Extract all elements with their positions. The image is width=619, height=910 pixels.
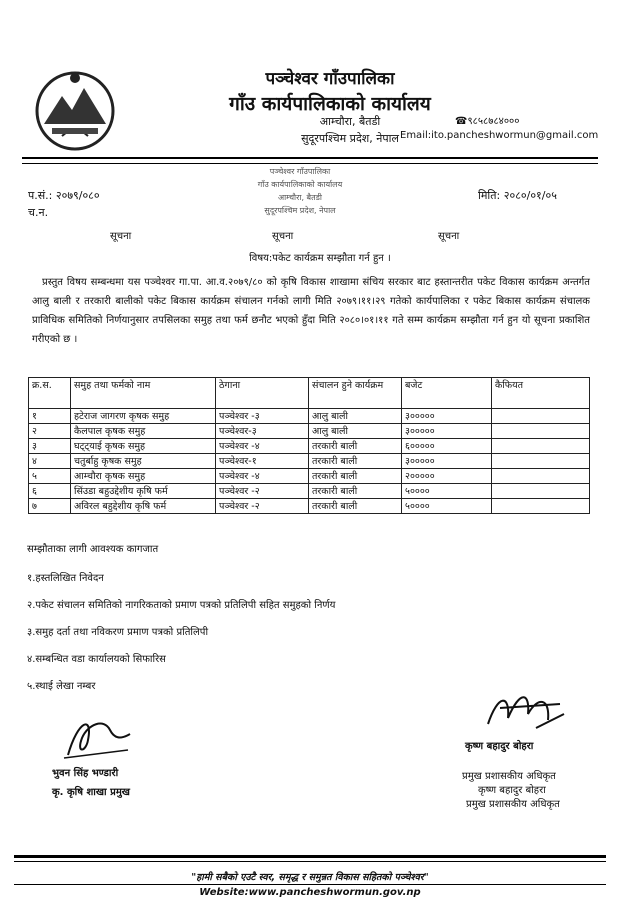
column-header: संचालन हुने कार्यक्रम — [309, 378, 402, 409]
signatory-right-title: प्रमुख प्रशासकीय अधिकृत — [462, 771, 556, 782]
table-cell: पञ्चेश्वर-३ — [216, 424, 309, 439]
address-line-2: सुदूरपश्चिम प्रदेश, नेपाल — [301, 132, 399, 145]
table-cell — [492, 499, 590, 514]
document-item: ५.स्थाई लेखा नम्बर — [27, 681, 96, 692]
table-header-row — [29, 378, 590, 409]
table-cell: ३००००० — [402, 409, 492, 424]
table-cell: कैलपाल कृषक समुह — [71, 424, 216, 439]
document-item: ४.सम्बन्धित वडा कार्यालयको सिफारिस — [27, 654, 166, 665]
phone-number: ☎९८५८७८४००० — [455, 116, 520, 127]
letter-subject: विषय:पकेट कार्यक्रम सम्झौता गर्न हुन । — [249, 253, 391, 264]
stamp-line-2: गाँउ कार्यपालिकाको कार्यालय — [257, 180, 343, 189]
table-cell: तरकारी बाली — [309, 469, 402, 484]
notice-label-right: सूचना — [438, 231, 460, 242]
signatory-right-stamp-name: कृष्ण बहादुर बोहरा — [478, 785, 546, 796]
table-cell: ६ — [29, 484, 71, 499]
nepal-emblem-logo — [32, 66, 118, 152]
table-cell: ३००००० — [402, 424, 492, 439]
column-header: ठेगाना — [216, 378, 309, 409]
table-row — [29, 469, 590, 484]
column-header: समुह तथा फर्मको नाम — [71, 378, 216, 409]
table-cell: ५ — [29, 469, 71, 484]
table-cell: ५०००० — [402, 484, 492, 499]
column-header: क्र.स. — [29, 378, 71, 409]
table-row — [29, 439, 590, 454]
table-cell — [492, 424, 590, 439]
table-cell: २ — [29, 424, 71, 439]
table-cell: तरकारी बाली — [309, 499, 402, 514]
table-row — [29, 484, 590, 499]
table-cell: १ — [29, 409, 71, 424]
table-row — [29, 409, 590, 424]
handwritten-signature-left — [58, 710, 138, 762]
column-header: कैफियत — [492, 378, 590, 409]
table-cell — [492, 439, 590, 454]
document-item: ३.समुह दर्ता तथा नविकरण प्रमाण पत्रको प्रतिलिपी — [27, 627, 209, 638]
table-cell: २००००० — [402, 469, 492, 484]
table-cell: घट्ट्याई कृषक समुह — [71, 439, 216, 454]
reference-number: प.सं.: २०७९/०८० — [28, 189, 100, 202]
table-cell: सिंउडा बहुउद्देशीय कृषि फर्म — [71, 484, 216, 499]
table-cell: पञ्चेश्वर -२ — [216, 484, 309, 499]
office-stamp — [246, 158, 354, 228]
table-cell: आलु बाली — [309, 409, 402, 424]
table-cell: तरकारी बाली — [309, 439, 402, 454]
footer-divider-thick — [14, 855, 606, 858]
table-cell: पञ्चेश्वर -३ — [216, 409, 309, 424]
document-item: १.हस्तलिखित निवेदन — [27, 573, 104, 584]
dispatch-number: च.न. — [28, 206, 49, 219]
table-cell: अविरल बहुद्देशीय कृषि फर्म — [71, 499, 216, 514]
table-row — [29, 424, 590, 439]
table-cell: ३००००० — [402, 454, 492, 469]
table-cell: पञ्चेश्वर-१ — [216, 454, 309, 469]
column-header: बजेट — [402, 378, 492, 409]
notice-body: प्रस्तुत विषय सम्बन्धमा यस पञ्चेश्वर गा.पा. आ.व.२०७९/८० को कृषि विकास शाखामा संचिय सरकार बाट हस्तान्तरीत पकेट विकास कार्यक्रम अन्तर्गत आलु बाली र तरकारी बालीको पकेट बिकास कार्यक्रम संचालन गर्नको लागी मिति २०७९।११।२९ गतेको कार्यपालिका र पकेट बिकास कार्यक्रम संचालक प्राविधिक समितिको निर्णयानुसार तपसिलका समुह तथा फर्म छनौट भएको हुँदा मिति २०८०।०१।११ गते सम्म कार्यक्रम सम्झौता गर्न हुन यो सूचना प्रकाशित गरीएको छ । — [32, 277, 590, 345]
table-cell: तरकारी बाली — [309, 484, 402, 499]
table-cell — [492, 454, 590, 469]
stamp-line-4: सुदूरपश्चिम प्रदेश, नेपाल — [264, 206, 336, 215]
stamp-line-1: पञ्चेश्वर गाँउपालिका — [269, 167, 331, 176]
table-row — [29, 454, 590, 469]
notice-label-center: सूचना — [272, 231, 294, 242]
stamp-line-3: आम्चौरा, बैतडी — [277, 193, 323, 202]
signatory-left-title: कृ. कृषि शाखा प्रमुख — [52, 787, 130, 798]
table-cell: चतुर्बाहु कृषक समुह — [71, 454, 216, 469]
table-cell — [492, 469, 590, 484]
address-line-1: आम्चौरा, बैतडी — [319, 115, 381, 128]
required-documents-title: सम्झौताका लागी आवश्यक कागजात — [27, 544, 159, 555]
handwritten-signature-right — [480, 684, 570, 736]
table-row — [29, 499, 590, 514]
municipality-name: पञ्चेश्वर गाँउपालिका — [265, 69, 395, 89]
document-item: २.पकेट संचालन समितिको नागरिकताको प्रमाण पत्रको प्रतिलिपी सहित समुहको निर्णय — [27, 600, 336, 611]
letter-date: मिति: २०८०/०१/०५ — [478, 189, 557, 202]
table-cell: आलु बाली — [309, 424, 402, 439]
table-cell: ४ — [29, 454, 71, 469]
table-cell — [492, 484, 590, 499]
footer-website: Website:www.pancheshwormun.gov.np — [199, 887, 421, 898]
table-cell: ७ — [29, 499, 71, 514]
table-cell: हटेराज जागरण कृषक समुह — [71, 409, 216, 424]
table-cell: ३ — [29, 439, 71, 454]
signatory-left-name: भुवन सिंह भण्डारी — [52, 768, 119, 779]
table-cell: तरकारी बाली — [309, 454, 402, 469]
table-cell: पञ्चेश्वर -४ — [216, 439, 309, 454]
footer-slogan: "हामी सबैको एउटै स्वर, समृद्ध र समुन्नत विकास सहितको पञ्चेश्वर" — [191, 872, 429, 883]
table-cell: पञ्चेश्वर -४ — [216, 469, 309, 484]
table-cell: पञ्चेश्वर -२ — [216, 499, 309, 514]
table-cell: आम्चौरा कृषक समुह — [71, 469, 216, 484]
selected-groups-table — [28, 377, 590, 514]
signatory-right-stamp-title: प्रमुख प्रशासकीय अधिकृत — [466, 799, 560, 810]
table-cell: ५०००० — [402, 499, 492, 514]
footer-divider-lower — [14, 884, 606, 885]
signatory-right-name: कृष्ण बहादुर बोहरा — [465, 741, 534, 752]
notice-label-left: सूचना — [110, 231, 132, 242]
footer-divider-thin — [14, 861, 606, 862]
table-cell: ६००००० — [402, 439, 492, 454]
table-cell — [492, 409, 590, 424]
office-name: गाँउ कार्यपालिकाको कार्यालय — [229, 93, 431, 115]
email-address: Email:ito.pancheshwormun@gmail.com — [400, 130, 599, 141]
